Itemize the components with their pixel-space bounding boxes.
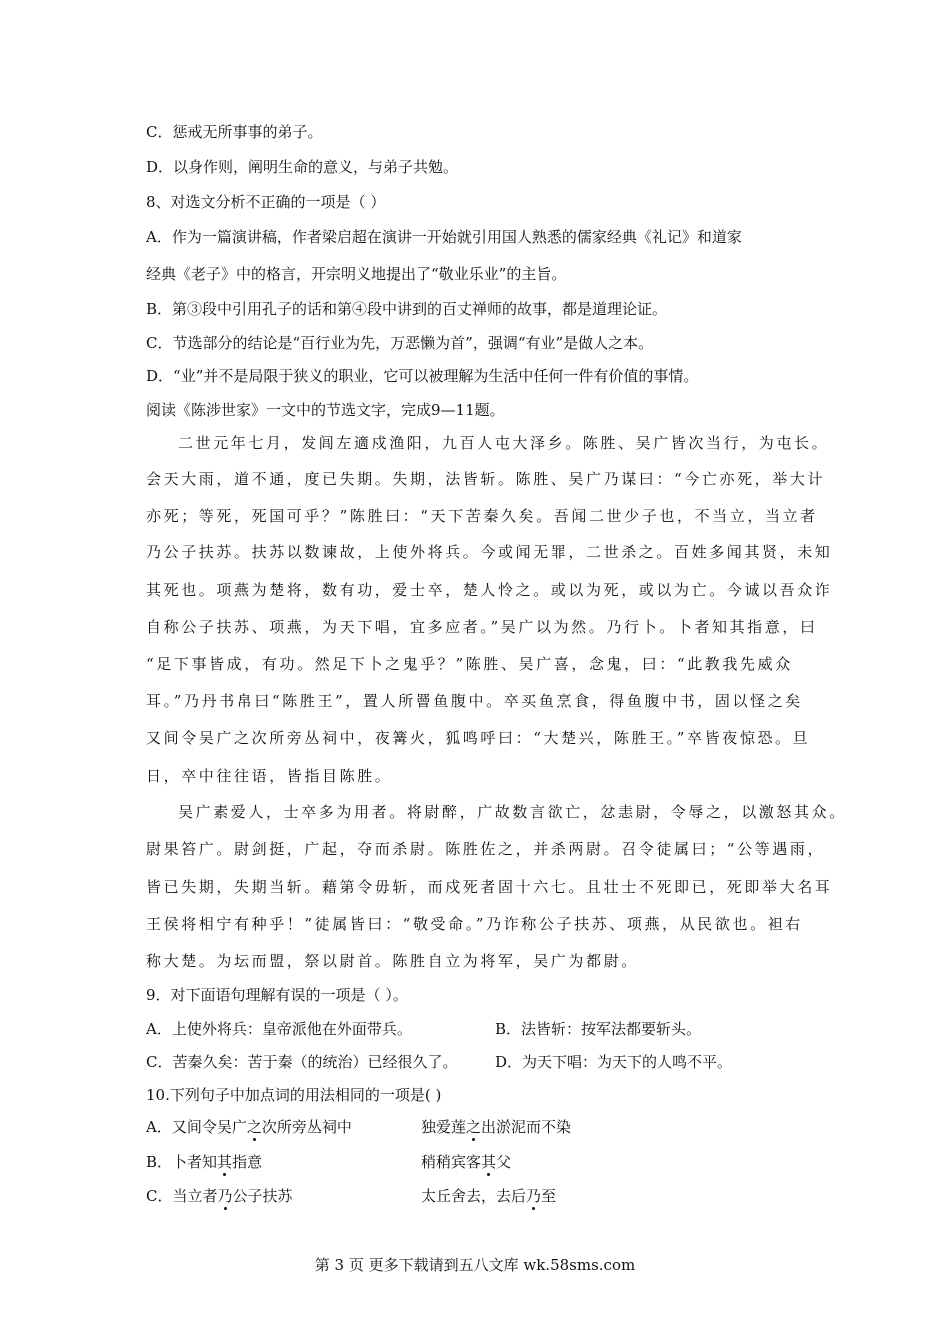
q9-option-a: A．上使外将兵：皇帝派他在外面带兵。 bbox=[146, 1020, 412, 1038]
dotted-char: 其 bbox=[481, 1153, 497, 1171]
q9-option-b: B．法皆斩：按军法都要斩头。 bbox=[495, 1020, 702, 1038]
text: 父 bbox=[496, 1153, 512, 1171]
passage-line: 其死也。项燕为楚将，数有功，爱士卒，楚人怜之。或以为死，或以为亡。今诚以吾众诈 bbox=[146, 581, 833, 599]
q7-option-d: D．以身作则，阐明生命的意义，与弟子共勉。 bbox=[146, 158, 459, 176]
passage-line: 耳。”乃丹书帛曰“陈胜王”，置人所罾鱼腹中。卒买鱼烹食，得鱼腹中书，固以怪之矣 bbox=[146, 692, 803, 710]
passage-line: 吴广素爱人，士卒多为用者。将尉醉，广故数言欲亡，忿恚尉，令辱之，以激怒其众。 bbox=[178, 803, 847, 821]
passage-line: 日，卒中往往语，皆指目陈胜。 bbox=[146, 767, 393, 785]
q8-stem: 8、对选文分析不正确的一项是（ ） bbox=[146, 193, 386, 211]
text: 指意 bbox=[232, 1153, 263, 1171]
passage-line: 又间令吴广之次所旁丛祠中，夜篝火，狐鸣呼曰：“大楚兴，陈胜王。”卒皆夜惊恐。旦 bbox=[146, 729, 811, 747]
q8-option-a-line1: A．作为一篇演讲稿，作者梁启超在演讲一开始就引用国人熟悉的儒家经典《礼记》和道家 bbox=[146, 228, 742, 246]
text: 太丘舍去，去后 bbox=[421, 1187, 527, 1205]
q10-option-c-right bbox=[421, 1186, 556, 1206]
text: 独爱莲 bbox=[421, 1118, 467, 1136]
text: 次所旁丛祠中 bbox=[261, 1118, 352, 1136]
q9-option-c: C．苦秦久矣：苦于秦（的统治）已经很久了。 bbox=[146, 1053, 458, 1071]
q10-option-b-right bbox=[421, 1152, 511, 1172]
q10-option-a-left: A．又间令吴广之次所旁丛祠中 bbox=[146, 1118, 352, 1136]
dotted-char: 之 bbox=[246, 1118, 262, 1136]
q8-option-a-line2: 经典《老子》中的格言，开宗明义地提出了“敬业乐业”的主旨。 bbox=[146, 265, 567, 283]
passage-line: 王侯将相宁有种乎！”徒属皆曰：“敬受命。”乃诈称公子扶苏、项燕，从民欲也。袒右 bbox=[146, 915, 803, 933]
passage-line: 亦死；等死，死国可乎？”陈胜曰：“天下苦秦久矣。吾闻二世少子也，不当立，当立者 bbox=[146, 507, 818, 525]
text: 稍稍宾客 bbox=[421, 1153, 482, 1171]
passage-line: 尉果笞广。尉剑挺，广起，夺而杀尉。陈胜佐之，并杀两尉。召令徒属曰；“公等遇雨， bbox=[146, 840, 826, 858]
passage-line: 二世元年七月，发闾左適戍渔阳，九百人屯大泽乡。陈胜、吴广皆次当行，为屯长。 bbox=[178, 434, 830, 452]
reading-intro: 阅读《陈涉世家》一文中的节选文字，完成9—11题。 bbox=[146, 401, 505, 419]
dotted-char: 之 bbox=[466, 1118, 482, 1136]
q10-option-c-left: C．当立者乃公子扶苏 bbox=[146, 1187, 293, 1205]
dotted-char: 乃 bbox=[526, 1187, 542, 1205]
q8-option-b: B．第③段中引用孔子的话和第④段中讲到的百丈禅师的故事，都是道理论证。 bbox=[146, 300, 668, 318]
q10-stem: 10.下列句子中加点词的用法相同的一项是( ) bbox=[146, 1086, 442, 1104]
q10-option-b-left: B．卜者知其指意 bbox=[146, 1153, 263, 1171]
passage-line: 称大楚。为坛而盟，祭以尉首。陈胜自立为将军，吴广为都尉。 bbox=[146, 952, 639, 970]
q9-stem: 9．对下面语句理解有误的一项是（ ）。 bbox=[146, 986, 408, 1004]
text: 公子扶苏 bbox=[232, 1187, 293, 1205]
passage-line: 会天大雨，道不通，度已失期。失期，法皆斩。陈胜、吴广乃谋曰：“今亡亦死，举大计 bbox=[146, 470, 826, 488]
q8-option-c: C．节选部分的结论是“百行业为先，万恶懒为首”，强调“有业”是做人之本。 bbox=[146, 334, 654, 352]
text: 至 bbox=[541, 1187, 557, 1205]
passage-line: “足下事皆成，有功。然足下卜之鬼乎？”陈胜、吴广喜，念鬼，曰：“此教我先威众 bbox=[146, 655, 793, 673]
q8-option-d: D．“业”并不是局限于狭义的职业，它可以被理解为生活中任何一件有价值的事情。 bbox=[146, 367, 699, 385]
text: 出淤泥而不染 bbox=[481, 1118, 572, 1136]
dotted-char: 其 bbox=[217, 1153, 233, 1171]
q7-option-c: C．惩戒无所事事的弟子。 bbox=[146, 123, 323, 141]
text: 当立者 bbox=[172, 1187, 218, 1205]
page-footer: 第 3 页 更多下载请到五八文库 wk.58sms.com bbox=[314, 1256, 636, 1274]
q10-option-a-right bbox=[421, 1117, 571, 1137]
text: 卜者知 bbox=[172, 1153, 218, 1171]
passage-line: 乃公子扶苏。扶苏以数谏故，上使外将兵。今或闻无罪，二世杀之。百姓多闻其贤，未知 bbox=[146, 543, 833, 561]
dotted-char: 乃 bbox=[217, 1187, 233, 1205]
passage-line: 皆已失期，失期当斩。藉第令毋斩，而戍死者固十六七。且壮士不死即已，死即举大名耳 bbox=[146, 878, 833, 896]
q9-option-d: D．为天下唱：为天下的人鸣不平。 bbox=[495, 1053, 733, 1071]
text: 又间令吴广 bbox=[171, 1118, 247, 1136]
passage-line: 自称公子扶苏、项燕，为天下唱，宜多应者。”吴广以为然。乃行卜。卜者知其指意，曰 bbox=[146, 618, 818, 636]
